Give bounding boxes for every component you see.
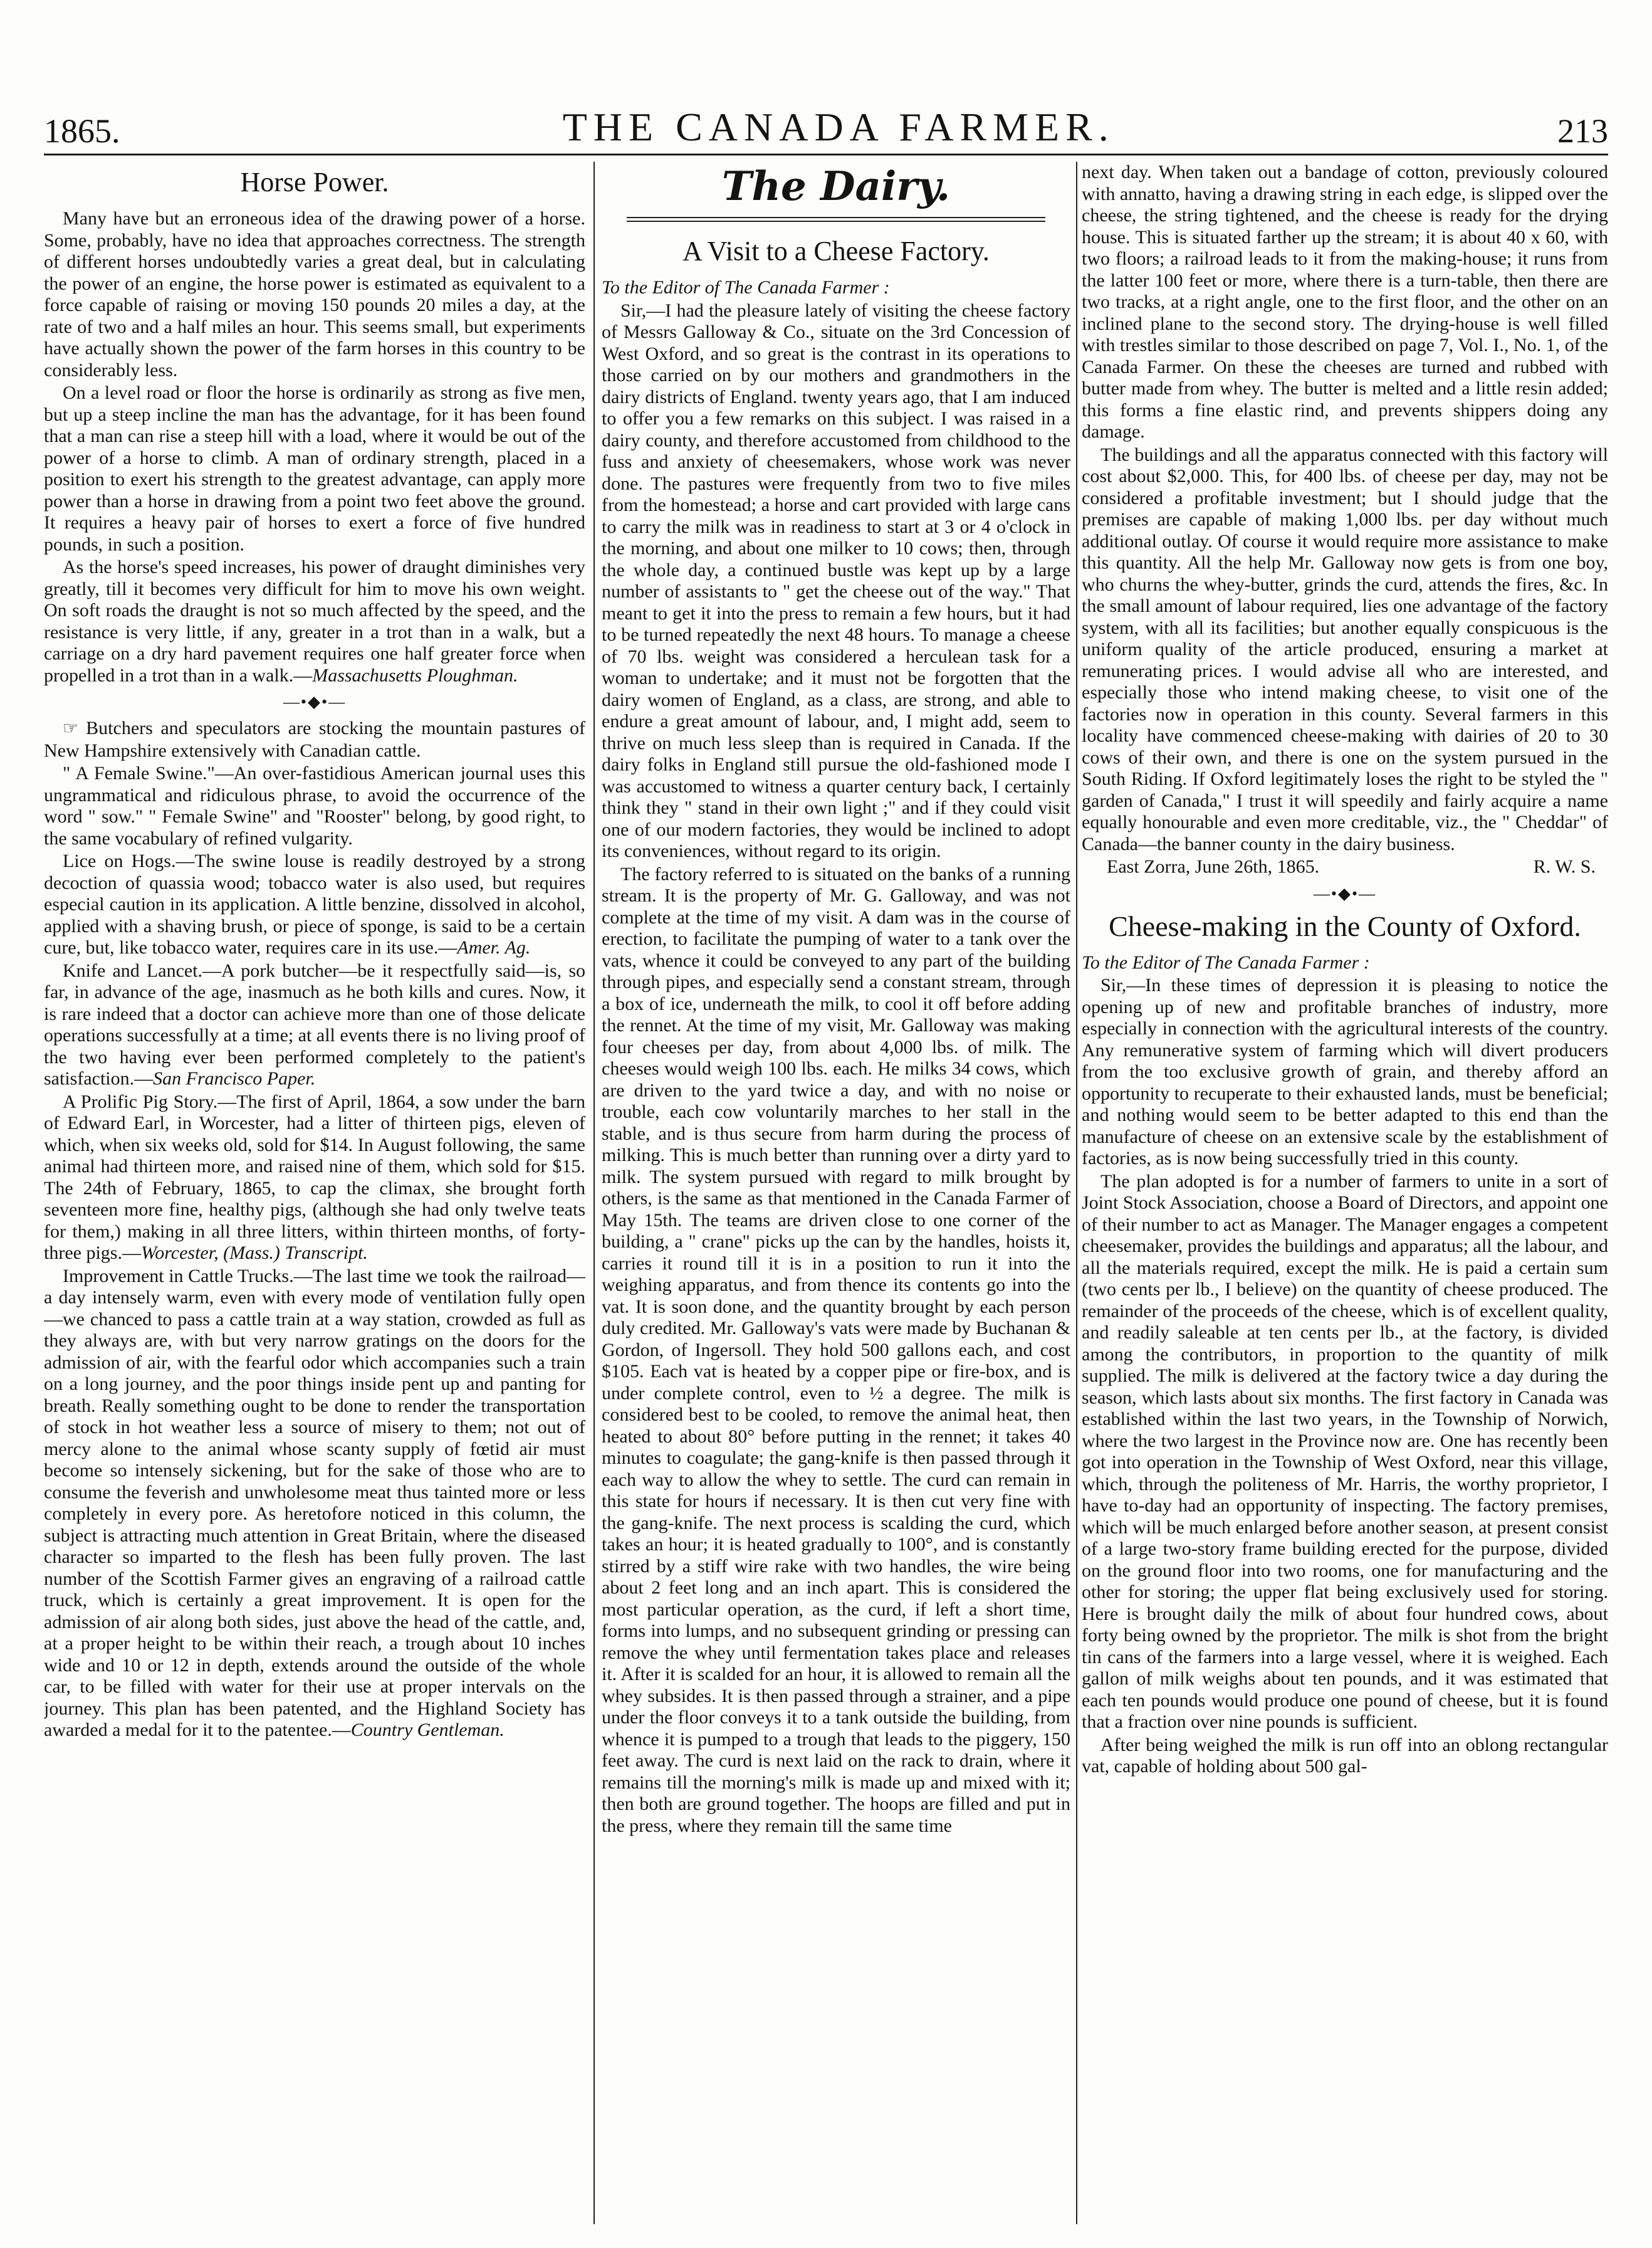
column-right xyxy=(1082,162,1608,2224)
source-credit: Country Gentleman. xyxy=(350,1720,504,1740)
paragraph: Sir,—In these times of depression it is pleasing to notice the opening up of new and profitable branches of industry, more especially in connection with the agricultural interests of the country. Any remunerative system of farming which will divert producers from the too exclusive growth of grain, and thereby afford an opportunity to recuperate to their exhausted lands, must be beneficial; and nothing would seem to be better adapted to this end than the manufacture of cheese on an extensive scale by the establishment of factories, as is now being successfully tried in this county. xyxy=(1082,975,1608,1169)
paragraph xyxy=(44,851,585,959)
article-title: A Visit to a Cheese Factory. xyxy=(682,236,990,266)
editor-salutation: To the Editor of The Canada Farmer : xyxy=(602,277,890,298)
paragraph: Sir,—I had the pleasure lately of visiting the cheese factory of Messrs Galloway & Co., situate on the 3rd Concession of West Oxford, and so great is the contrast in its operations to those carried on by our mothers and grandmothers in the dairy districts of England. twenty years ago, that I am induced to offer you a few remarks on this subject. I was raised in a dairy county, and therefore accustomed from childhood to the fuss and anxiety of cheesemakers, whose work was never done. The pastures were frequently from two to five miles from the homestead; a horse and cart provided with large cans to carry the milk was in readiness to start at 3 or 4 o'clock in the morning, and about one milker to 10 cows; then, through the whole day, a continued bustle was kept up by a large number of assistants to " get the cheese out of the way." That meant to get it into the press to remain a few hours, but it had to be turned repeatedly the next 48 hours. To manage a cheese of 70 lbs. weight was considered a herculean task for a woman to undertake; and it must not be forgotten that the dairy women of England, as a class, are strong, and able to endure a great amount of labour, and, I might add, seem to thrive on much less sleep than is required in Canada. If the dairy folks in England still pursue the old-fashioned mode I was accustomed to witness a quarter century back, I certainly think they " stand in their own light ;" and if they could visit one of our modern factories, they would be inclined to adopt its conveniences, without regard to its origin. xyxy=(602,300,1070,861)
signature-line xyxy=(1082,856,1608,878)
paragraph: next day. When taken out a bandage of cotton, previously coloured with annatto, having a drawing string in each edge, is slipped over the cheese, the string tightened, and the cheese is ready for the drying house. This is situated farther up the stream; it is about 40 x 60, with two floors; a railroad leads to it from the making-house; it runs from the latter 100 feet or more, where there is a turn-table, then there are two tracks, at a right angle, one to the first floor, and the other on an inclined plane to the second story. The drying-house is well filled with trestles similar to those described on page 7, Vol. I., No. 1, of the Canada Farmer. On these the cheeses are turned and rubbed with butter made from whey. The butter is melted and a little resin added; this forms a fine elastic rind, and prevents shippers doing any damage. xyxy=(1082,162,1608,442)
paragraph-text: Butchers and speculators are stocking the mountain pastures of New Hampshire extensively with Canadian cattle. xyxy=(44,718,585,761)
source-credit: San Francisco Paper. xyxy=(153,1068,316,1089)
paragraph-text: A Prolific Pig Story.—The first of April, 1864, a sow under the barn of Edward Earl, in Worcester, had a litter of thirteen pigs, eleven of which, when six weeks old, sold for $14. In August following, the same animal had thirteen more, and raised nine of them, which sold for $15. The 24th of February, 1865, to cap the climax, she brought forth seventeen more fine, healthy pigs, (although she had only twelve teats for them,) making in all three litters, within thirteen months, of forty-three pigs.— xyxy=(44,1091,585,1263)
section-heading: The Dairy. xyxy=(721,163,951,210)
issue-year: 1865. xyxy=(44,112,120,150)
paragraph: " A Female Swine."—An over-fastidious American journal uses this ungrammatical and ridiculous phrase, to avoid the occurrence of the word " sow." " Female Swine" and "Rooster" belong, by good right, to the same vocabulary of refined vulgarity. xyxy=(44,763,585,849)
double-rule xyxy=(627,217,1045,222)
paragraph xyxy=(44,718,585,762)
paragraph: The plan adopted is for a number of farmers to unite in a sort of Joint Stock Association, choose a Board of Directors, and appoint one of their number to act as Manager. The Manager engages a competent cheesemaker, provides the buildings and apparatus; all the labour, and all the materials required, except the milk. He is paid a certain sum (two cents per lb., I believe) on the quantity of cheese produced. The remainder of the proceeds of the cheese, which is of excellent quality, and readily saleable at ten cents per lb., at the factory, is divided among the contributors, in proportion to the quantity of milk supplied. The milk is delivered at the factory twice a day during the season, which lasts about six months. The first factory in Canada was established within the last two years, in the Township of Norwich, where the two largest in the Province now are. One has recently been got into operation in the Township of West Oxford, near this village, which, through the politeness of Mr. Harris, the worthy proprietor, I have to-day had an opportunity of inspecting. The factory premises, which will be much enlarged before another season, at present consist of a large two-story frame building erected for the purpose, divided on the ground floor into two rooms, one for manufacturing and the other for storing; the upper flat being exclusively used for storing. Here is brought daily the milk of about four hundred cows, about forty being owned by the proprietor. The milk is shot from the bright tin cans of the farmers into a large vessel, where it is weighed. Each gallon of milk weighs about ten pounds, and it was estimated that each ten pounds would produce one pound of cheese, but it is found that a fraction over nine pounds is sufficient. xyxy=(1082,1170,1608,1732)
paragraph xyxy=(44,960,585,1090)
header-rule xyxy=(44,154,1608,155)
source-credit: Amer. Ag. xyxy=(457,937,531,958)
paragraph: The buildings and all the apparatus connected with this factory will cost about $2,000. This, for 400 lbs. of cheese per day, may not be considered a profitable investment; but I should judge that the premises are capable of making 1,000 lbs. per day without much additional outlay. Of course it would require more assistance to make this quantity. All the help Mr. Galloway now gets is from one boy, who churns the whey-butter, grinds the curd, attends the fires, &c. In the small amount of labour required, lies one advantage of the factory system, with all its facilities; but another equally conspicuous is the uniform quality of the article produced, ensuring a market at remunerating prices. I would advise all who are interested, and especially those who intend making cheese, to visit one of the factories now in operation in this county. Several farmers in this locality have commenced cheese-making with dairies of 20 to 30 cows of their own, and there is one on the system pursued in the South Riding. If Oxford legitimately loses the right to be styled the " garden of Canada," I trust it will speedily and fairly acquire a name equally honourable and even more creditable, viz., the " Cheddar" of Canada—the banner county in the dairy business. xyxy=(1082,444,1608,854)
ornament-divider: —•◆•— xyxy=(283,693,347,711)
column-middle xyxy=(602,162,1070,2224)
masthead xyxy=(44,94,1608,150)
source-credit: Massachusetts Ploughman. xyxy=(312,664,518,686)
editor-salutation: To the Editor of The Canada Farmer : xyxy=(1082,952,1370,973)
paragraph: The factory referred to is situated on the banks of a running stream. It is the property of Mr. G. Galloway, and was not complete at the time of my visit. A dam was in the course of erection, to facilitate the pumping of water to a tank over the vats, whence it could be conveyed to any part of the building through pipes, and especially send a constant stream, through a box of ice, underneath the milk, to cool it off before adding the rennet. At the time of my visit, Mr. Galloway was making four cheeses per day, from about 4,000 lbs. of milk. The cheeses would weigh 100 lbs. each. He milks 34 cows, which are driven to the yard twice a day, and with no noise or trouble, each cow voluntarily marches to her stall in the stable, and is thus secure from harm during the process of milking. This is much better than running over a dirty yard to milk. The system pursued with regard to milk brought by others, is the same as that mentioned in the Canada Farmer of May 15th. The teams are driven close to one corner of the building, a " crane" picks up the can by the handles, hoists it, carries it round till it is in a position to run it into the weighing apparatus, and from thence its contents go into the vat. It is soon done, and the quantity brought by each person duly credited. Mr. Galloway's vats were made by Buchanan & Gordon, of Ingersoll. They hold 500 gallons each, and cost $105. Each vat is heated by a copper pipe or fire-box, and is under complete control, even to ½ a degree. The milk is considered best to be cooled, to remove the animal heat, then heated to about 80° before putting in the rennet; it takes 40 minutes to coagulate; the gang-knife is then passed through it each way to allow the whey to settle. The curd can remain in this state for hours if necessary. It is then cut very fine with the gang-knife. The next process is scalding the curd, which takes an hour; it is heated gradually to 100°, and is constantly stirred by a stiff wire rake with two handles, the wire being about 2 feet long and an inch apart. This is considered the most particular operation, as the curd, if left a short time, forms into lumps, and no subsequent grinding or pressing can remove the whey until fermentation takes place and releases it. After it is scalded for an hour, it is allowed to remain all the whey subsides. It is then passed through a strainer, and a pipe under the floor conveys it to a tank outside the building, from whence it is pumped to a trough that leads to the piggery, 150 feet away. The curd is next laid on the rack to drain, where it remains till the morning's milk is made up and mixed with it; then both are ground together. The hoops are filled and put in the press, where they remain till the same time xyxy=(602,863,1070,1836)
signature-place-date: East Zorra, June 26th, 1865. xyxy=(1107,856,1320,877)
article-title: Cheese-making in the County of Oxford. xyxy=(1109,910,1581,942)
column-divider xyxy=(1076,162,1077,2224)
paragraph: On a level road or floor the horse is ordinarily as strong as five men, but up a steep incline the man has the advantage, for it has been found that a man can rise a steep hill with a load, where it would be out of the power of a horse to climb. A man of ordinary strength, placed in a position to exert his strength to the greatest advantage, can apply more power than a horse in drawing from a point two feet above the ground. It requires a heavy pair of horses to exert a force of five hundred pounds, in such a position. xyxy=(44,382,585,555)
paragraph xyxy=(44,1091,585,1264)
page-number: 213 xyxy=(1557,112,1608,150)
paragraph: Many have but an erroneous idea of the drawing power of a horse. Some, probably, have no idea that approaches correctness. The strength of different horses undoubtedly varies a great deal, but in calculating the power of an engine, the horse power is estimated as equivalent to a force capable of raising or moving 150 pounds 20 miles a day, at the rate of two and a half miles an hour. This seems small, but experiments have actually shown the power of the farm horses in this country to be considerably less. xyxy=(44,208,585,381)
pointing-hand-icon: ☞ xyxy=(63,719,86,738)
source-credit: Worcester, (Mass.) Transcript. xyxy=(140,1242,368,1263)
column-divider xyxy=(593,162,595,2224)
signature-initials: R. W. S. xyxy=(1533,856,1596,877)
newspaper-title: THE CANADA FARMER. xyxy=(562,105,1115,149)
paragraph xyxy=(44,1266,585,1741)
ornament-divider: —•◆•— xyxy=(1313,884,1377,903)
paragraph-text: Improvement in Cattle Trucks.—The last time we took the railroad—a day intensely warm, even with every mode of ventilation fully open—we chanced to pass a cattle train at a way station, crowded as full as they always are, with but very narrow gratings on the doors for the admission of air, with the fearful odor which accompanies such a train on a long journey, and the poor things inside pent up and panting for breath. Really something ought to be done to render the transportation of stock in hot weather less a source of misery to them; not out of mercy alone to the animal whose scanty supply of fœtid air must become so intensely sickening, but for the sake of those who are to consume the feverish and unwholesome meat thus tainted more or less completely in every pore. As heretofore noticed in this column, the subject is attracting much attention in Great Britain, where the diseased character so imparted to the flesh has been fully proven. The last number of the Scottish Farmer gives an engraving of a railroad cattle truck, which is certainly a great improvement. It is open for the admission of air along both sides, just above the head of the cattle, and, at a proper height to be within their reach, a trough about 10 inches wide and 10 or 12 in depth, extends around the outside of the whole car, to be filled with water for their use at proper intervals on the journey. This plan has been patented, and the Highland Society has awarded a medal for it to the patentee.— xyxy=(44,1265,585,1740)
paragraph-text: Knife and Lancet.—A pork butcher—be it respectfully said—is, so far, in advance of the age, inasmuch as he both kills and cures. Now, it is rare indeed that a doctor can achieve more than one of those delicate operations successfully at a time; at all events there is no living proof of the two having ever been performed completely to the patient's satisfaction.— xyxy=(44,960,585,1089)
paragraph-text: As the horse's speed increases, his power of draught diminishes very greatly, till it becomes very difficult for him to move his own weight. On soft roads the draught is not so much affected by the speed, and the resistance is very little, if any, greater in a trot than in a walk, but a carriage on a dry hard pavement requires one half greater force when propelled in a trot than in a walk.— xyxy=(44,557,585,686)
paragraph: After being weighed the milk is run off into an oblong rectangular vat, capable of holding about 500 gal- xyxy=(1082,1734,1608,1777)
paragraph-text: Lice on Hogs.—The swine louse is readily destroyed by a strong decoction of quassia wood; tobacco water is also used, but requires especial caution in its application. A little benzine, dissolved in alcohol, applied with a shaving brush, or piece of sponge, is said to be a certain cure, but, like tobacco water, requires care in its use.— xyxy=(44,851,585,958)
column-left xyxy=(44,162,585,2224)
paragraph xyxy=(44,557,585,686)
article-title: Horse Power. xyxy=(240,167,389,197)
